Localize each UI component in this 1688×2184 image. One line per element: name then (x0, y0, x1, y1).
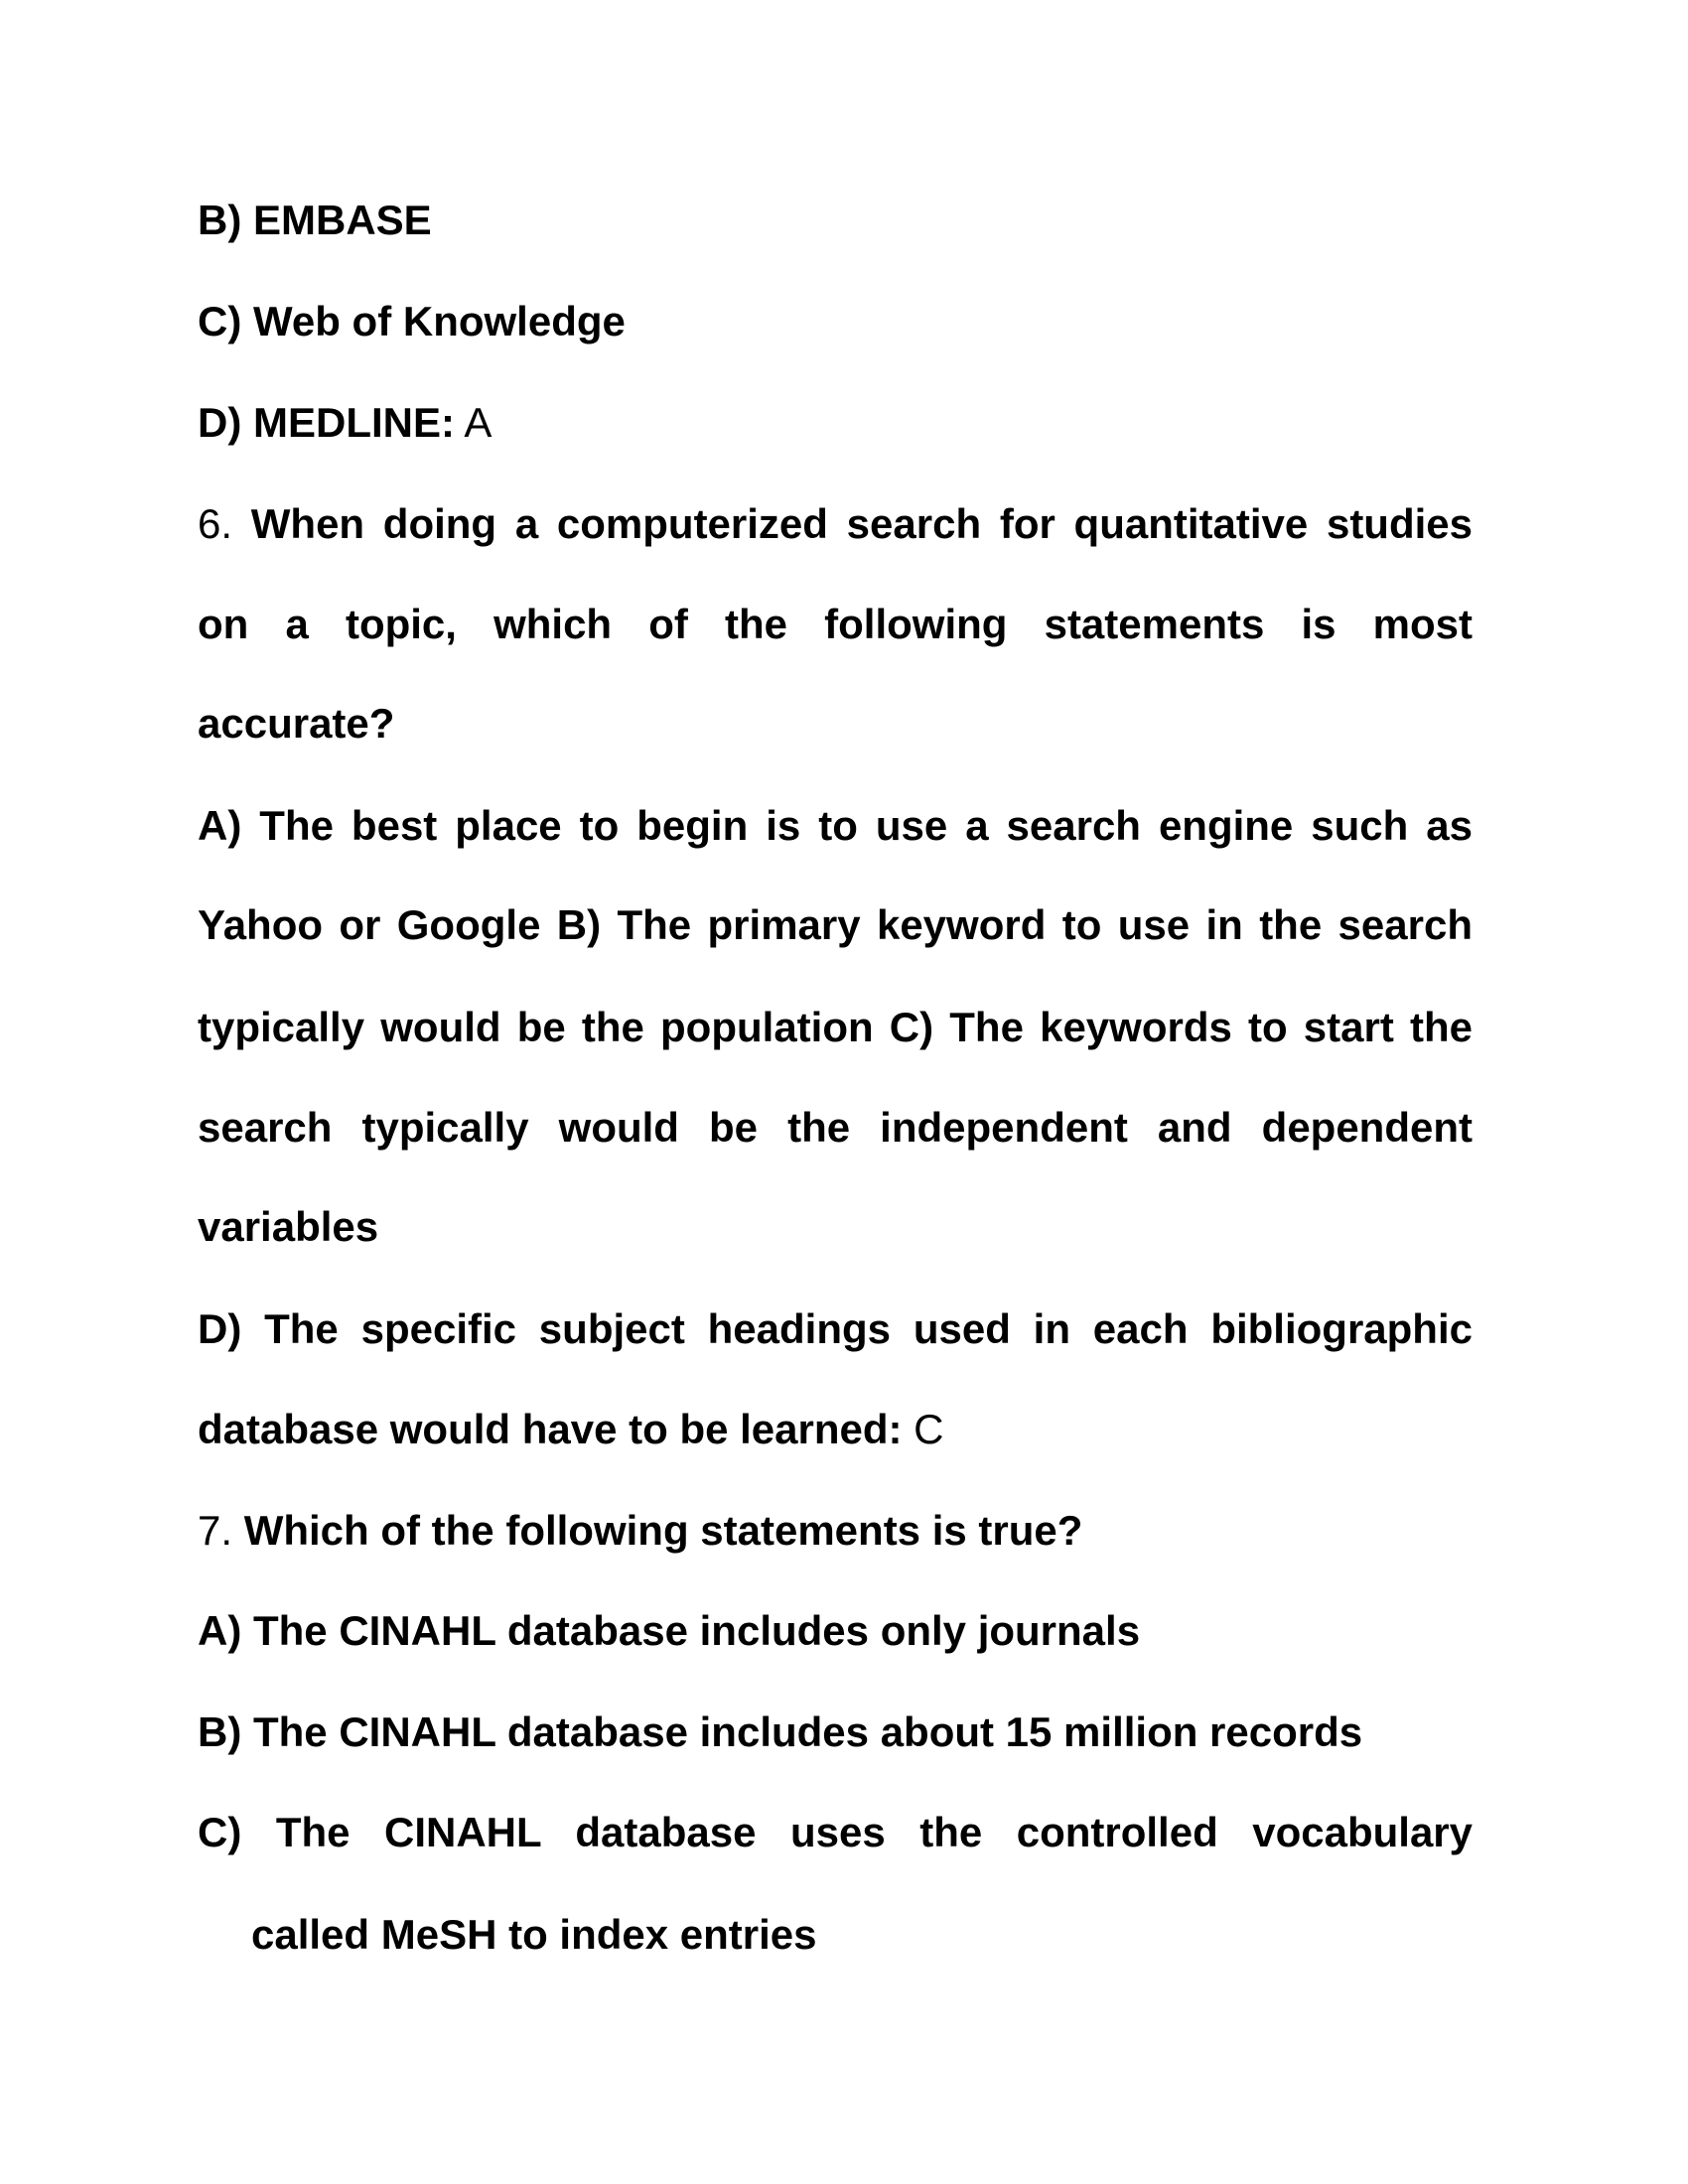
q6-answer: C (902, 1406, 944, 1452)
q6-option-line: D) The specific subject headings used in each bibliographic (198, 1305, 1473, 1352)
q5-option-d (198, 398, 1473, 448)
q6-option-line: typically would be the population C) The keywords to start the (198, 1004, 1473, 1050)
q6-stem-line (198, 499, 1473, 549)
q7-option-b: B) The CINAHL database includes about 15 million records (198, 1708, 1363, 1755)
q6-stem-text: When doing a computerized search for quantitative studies (250, 500, 1474, 547)
q6-stem-line: accurate? (198, 700, 395, 747)
q5-option-c: C) Web of Knowledge (198, 298, 626, 344)
q6-option-d-end: database would have to be learned: (198, 1406, 903, 1452)
q6-stem-line: on a topic, which of the following statements is most (198, 601, 1473, 647)
q6-number: 6. (198, 500, 251, 547)
q7-option-c-cont: called MeSH to index entries (251, 1911, 817, 1958)
q7-stem-text: Which of the following statements is true? (243, 1507, 1083, 1554)
q5-answer: A (454, 399, 492, 446)
q6-option-line: Yahoo or Google B) The primary keyword to use in the search (198, 901, 1473, 948)
q7-option-c: C) The CINAHL database uses the controlled vocabulary (198, 1809, 1473, 1855)
q6-option-line: search typically would be the independent and dependent (198, 1104, 1473, 1151)
q6-option-line (198, 1405, 1473, 1454)
q7-stem (198, 1506, 1473, 1556)
q5-option-b: B) EMBASE (198, 197, 432, 243)
q6-option-line: variables (198, 1203, 379, 1250)
q5-option-d-text: D) MEDLINE: (198, 399, 455, 446)
q7-option-a: A) The CINAHL database includes only journals (198, 1607, 1141, 1654)
q6-option-line: A) The best place to begin is to use a search engine such as (198, 802, 1473, 849)
q7-number: 7. (198, 1507, 244, 1554)
